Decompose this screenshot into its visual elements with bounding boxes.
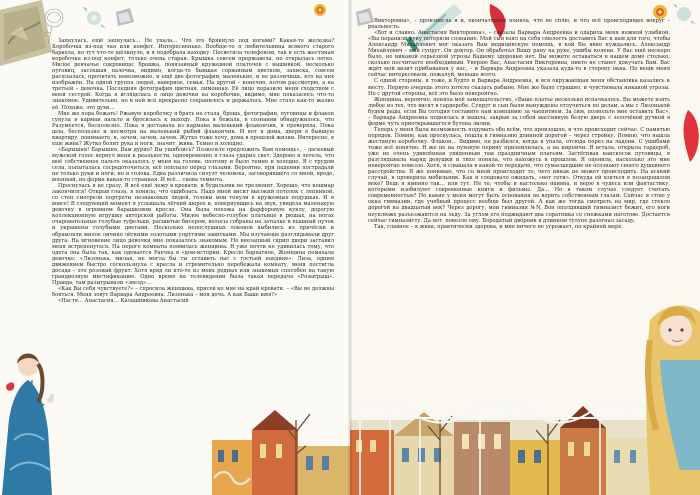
paragraph: Теперь у меня была возможность подумать обо всём, что произошло, и что происходит сейчас. С памятью порядок. Помню, как проснулась, пошла в гимназию длинной дорогой – через стройку. Помню, что нашла жестяную коробочку. Флакон… Видимо, он разбился, когда я упала, отсюда порез на ладони. С ушибами тоже всё понятно. Я же не на пуховую перину приземлилась, а на кирпичи. Я встала, открыла гардероб, уже не очень удивлённая увиденным там праздничным платьям. Застёгивая наискосок пуговицы, я разглядывала наряд девушки и тихо поняла, что нахожусь в прошлом. Я оценила, насколько это мне невероятно повезло. Хотя, я слышала в какой-то передаче, что сумасшедшие не осознают своего душевного расстройства. Я же понимаю, что со мной происходит то, чего никак не может происходить. На всякий случай, я проверила мобильник. Как и следовало ожидать, «нет сети». Откуда ей взяться в позапрошлом веке? Ведь я именно так… или тут. Не то, чтобы я настолько наивна, и верю в чудеса или фантастику, которыми изобилуют современные книги и фильмы. Да… Но в таком случае следует считать современностью? Но какие у меня могут быть основания не верить собственным глазам. Сейчас я стою у окна гимназии, где учебный процесс вообще был другой. А как же тогда смотреть на мир, где стекло дорогой на двадцатый век? Через дорогу, мои гимназия №N. Вон ополдявший гимназист бежит, его ноги неуклюже разъезжаются на льду. За углом его поджидают два соратника со снежками наготове. Достается сейчас гимназисту. Да нет, повезло ему. Бородатый дворник в длинном тулупе разогнал засаду. <box>368 126 670 224</box>
paragraph: Мне же пора бежать! Ржавую коробочку я брать не стала, брошь, фотографии, пуговицы и флакон сунула в карман пальто и бросилась к выходу. Пока я бежала, в сознании обнаружилось, что Разумеется, бесполезно. Пока я доставала из кармана маленький флакончик, я проверяла. Пока шла, бесполезно и несмотря на маленький рыбий флакончик. И вот я дома, двери в бывшую квартиру, понимаете, я, зачем, зачем, зачем. Жутко тоже хочу, дома в прошлой жизни. Интересно, я еще жива? Жутко болит рука и ноги, значит, жива. Темно и холодно. <box>52 110 334 147</box>
paragraph: «Как Вы себя чувствуете?» – спросила женщина, присев ко мне на край кровати. – «Вы не должны бояться. Меня зовут Варвара Андреевна. Лизонька – моя дочь. А как Ваше имя?» <box>52 285 334 298</box>
paragraph: «Барышня! Барышня, Вам дурно? Вы ушиблись? Позвольте предложить Вам помощь», – ласковый мужской голос вернул меня к реальности, одновременно я глаза ударил свет. Здорово я летела, что моё собственное пальто оказалось у меня на голове, поэтому и было темно и холодно. Я с трудом села, попыталась сосредоточиться, всё поплыло перед глазами. Вероятно, при падении пострадали не только руки и ноги, но и голова. Едва различила силуэт человека, заговорившего со мной, вроде, военный, но форма какая-то странная. И всё… снова темнота. <box>52 146 334 184</box>
blonde-girl <box>646 305 700 495</box>
book-gutter <box>348 0 352 495</box>
paragraph: «Вот и славно, Анастасия Викторовна», – сказала Варвара Андреевна и одарила меня нежной улыбкой. «Вы поранили руку потеряли сознание. Мой сын взял на себя смелость доставить Вас к нам для того, чтобы Александр Михайлович мог оказать Вам медицинскую помощь, в кой Вы явно нуждались. Александр Михайлович – мой супруг. Он доктор. Он обработал Вашу рану на руке, ушибы колени. У Вас ещё нескоро было, но никакой серьёзной угрозы Вашему здоровью нет. Вы можете оставаться в нашем доме столько, сколько посчитаете необходимым. Уверяю Вас, Анастасия Викторовна, никто не станет докучать Вам. Вас ждёт мой визит прибывания у нас, – и Варвара Андреевна указала куда-то в сторону окна. Но вещи меня сейчас интересовали, пожалуй, меньше всего. <box>368 30 670 79</box>
red-bird-icon <box>6 382 14 390</box>
red-petal-icon <box>684 110 699 162</box>
photo-frame-image <box>0 0 52 66</box>
left-page-text <box>52 38 334 304</box>
girl-in-blue-dress <box>2 354 54 495</box>
gold-candy-icon <box>653 5 667 19</box>
gold-candy-icon <box>314 4 326 16</box>
paragraph: Проснулась я не сразу. Я всё ещё лежу в кровати, и будильник не трезвонит. Хорошо, что кошмар закончился! Открыв глаза, я поняла, что ошиблась. Надо мной висит высокий потолок с лепниной, со стен смотрели портреты незнакомых людей, головы мои тонули в кружевных подушках. И я вовсе! В следующий момент я услышала лёгкий шорох и, повернувшись на звук, увидела маленькую девочку в огромном барашковом кресле. Она была похожа на фарфоровую куклу, дорогую коллекционную игрушку авторской работы. Милое небесно-голубое платьице в рюшах, на ногах очаровательные голубые туфельки, расшитые бисером, волосы собраны на затылке в пышный пучок и украшены голубыми цветами. Несколько непослушных локонов выбились из причёски и обрамляли милое личико лёгкими золотыми упругими завитками. Мы изучающе разглядывали друг друга. На мгновение лицо девочки мне показалось знакомым. Но внезапный скрип двери заставил меня встрепенуться. На пороге комнаты появилась женщина. Я уже почти не удивилась тому, что одета она была так, как одевается Раечка в «дом-истории. Кресло бархатное, Женщина помахала девочке: «Лизонька, милая, не могла бы ты оставить нас с гостьей наедине». Лиза, одним движением быстро соскользнула с кресла и стремительно перебежала комнату, меня постигла досада – это розовый фрукт. Хотя вряд ли кто-то из моих родных или знакомых способен на такую грандиозную мистификацию. Одно время на телевидении была такая передача «Розыгрыш». Правда, там разыгрывали «звезд»… <box>52 183 334 286</box>
paragraph: Так, главное – я жива, практически здорова, и мне ничего не угрожает, по крайней мере, <box>374 223 624 230</box>
mint-candy-icon <box>672 4 696 24</box>
paragraph: Викторовна», – произнесла я и, окончательно поняла, что не сплю, и что всё происходящее вокруг – реальность. <box>368 18 670 31</box>
silver-candy-icon <box>116 8 134 26</box>
paragraph: «Настя… Анастасия… Калашникова Анастасия <box>58 298 189 305</box>
old-town-street-left <box>212 410 350 495</box>
mint-candy-icon <box>82 7 106 28</box>
right-page-text <box>368 18 670 230</box>
right-page <box>350 0 700 495</box>
paragraph: Запнулась, ещё запнулась… Не упала… Что это брякнуло под ногами? Какая-то железка? Коробочка из-под чая или конфет. Интересненько. Вообще-то я любительница всякого старого барахла, но тут что-то щёлкнуло, и я подобрала находку. Посветила телефоном, так и есть жестяная коробочка из-под конфет, только очень старая. Крышка совсем проржавела, но открылась легко. Милое девчачье сокровище: брошка, повязанный кружевной платочек с вышивкой, несколько пуговиц, засохшая палочка, видимо, когда-то бывшая сорванным цветком, записка, совсем расплылась, прочитать невозможно, и ещё две фотографии, маленькие, и не различишь, кто на них изображён. На одной группа людей, наверное, семья. На другой – конечно, потом рассмотрю, а на третьей – девочка. Последняя фотография цветная, лимонная. Её лицо поразило меня сходством с моей сестрой. Когда я вгляделась в лицо девочки на коробочке, видимо, мне показалось что-то знакомое. Удивительно, но в ней всё прекрасно сохранилось и держалось. Мне стало как-то жалко её. Похоже, это духи… <box>52 38 334 111</box>
paragraph: Женщина, вероятно, поняла моё замешательство. «Ваше платье несколько испачкалось. Вы можете взять любое из тех, что висят в гардеробе. Супруг и сын были вынуждены отлучиться по делам, а мы с Лизонькой будем рады, если Вы сегодня составите нам компанию за чаепитием. За сим, позвольте мне оставить Вас», – Варвара Андреевна поднялась и вышла, закрыв за собой массивную белую дверь с золочёной ручкой в форме чуть приоткрывшегося бутона лилии. <box>368 96 670 127</box>
paragraph: С одной стороны, я тоже, и будто и Варвара Андреевна, и вся окружающая меня обстановка казались к месту. Первую очередь этого хотело сказать рабыне. Мне же было страшно, и чувствовала никакой угрозы. Но с другой стороны, всё это было невероятно. <box>368 78 670 97</box>
